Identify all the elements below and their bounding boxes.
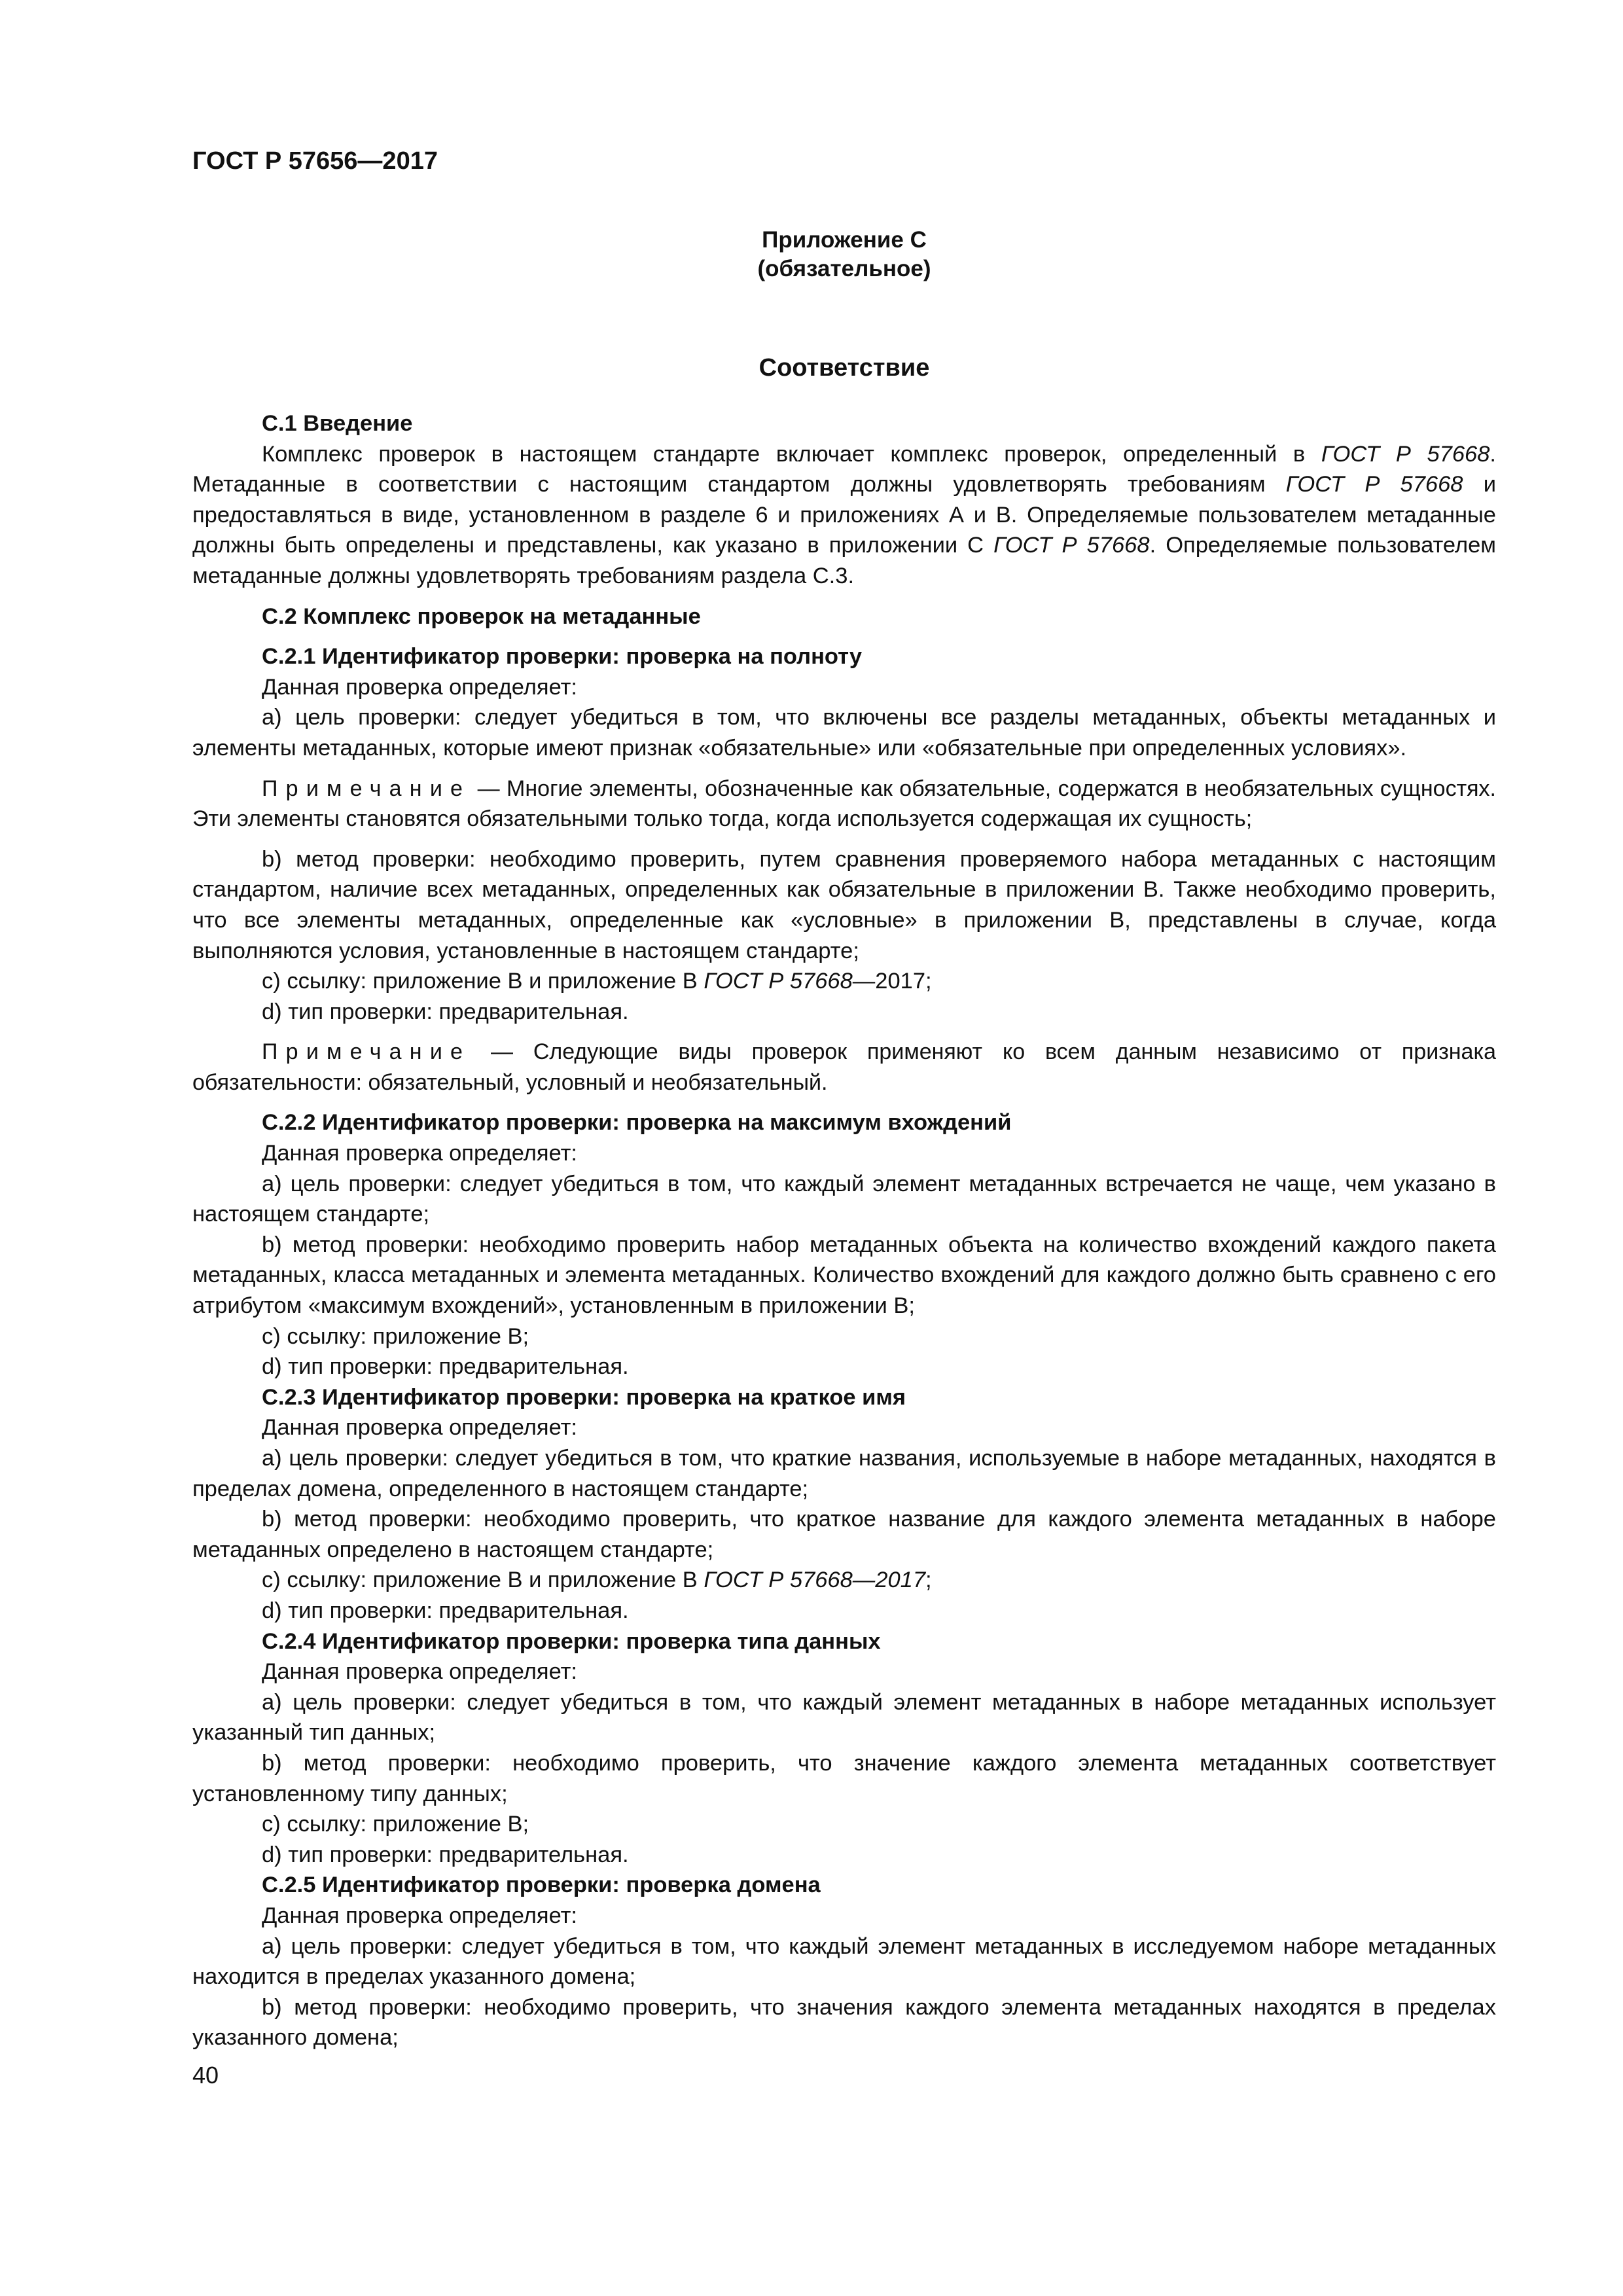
list-item-d: d) тип проверки: предварительная. [262, 1842, 629, 1867]
standard-reference: ГОСТ Р 57668—2017 [704, 1568, 926, 1593]
appendix-status: (обязательное) [757, 256, 931, 281]
paragraph-intro: Данная проверка определяет: [262, 1659, 578, 1685]
list-item-b: b) метод проверки: необходимо проверить, что значения каждого элемента метаданных находятся в пределах указанного домена; [192, 1994, 1496, 2051]
list-item-a: а) цель проверки: следует убедиться в том, что каждый элемент метаданных в наборе метаданных использует указанный тип данных; [192, 1689, 1496, 1746]
document-number-header: ГОСТ Р 57656—2017 [192, 147, 438, 175]
subsection-heading-c23: С.2.3 Идентификатор проверки: проверка на краткое имя [262, 1384, 906, 1410]
document-body [192, 408, 1496, 2053]
list-item-a: а) цель проверки: следует убедиться в том, что краткие названия, используемые в наборе метаданных, находятся в пределах домена, определенного в настоящем стандарте; [192, 1446, 1496, 1501]
paragraph-intro: Данная проверка определяет: [262, 1903, 578, 1928]
standard-reference: ГОСТ Р 57668 [704, 969, 853, 994]
note-label: Примечание [262, 1039, 471, 1065]
standard-reference: ГОСТ Р 57668 [993, 533, 1150, 558]
list-item-a: а) цель проверки: следует убедиться в том, что включены все разделы метаданных, объекты метаданных и элементы метаданных, которые имеют признак «обязательные» или «обязательные при определенных условиях». [192, 705, 1496, 761]
section-heading-c2: С.2 Комплекс проверок на метаданные [262, 603, 701, 629]
standard-reference: ГОСТ Р 57668 [1321, 441, 1490, 467]
list-item-a: а) цель проверки: следует убедиться в том, что каждый элемент метаданных в исследуемом наборе метаданных находится в пределах указанного домена; [192, 1933, 1496, 1990]
list-item-a: а) цель проверки: следует убедиться в том, что каждый элемент метаданных встречается не чаще, чем указано в настоящем стандарте; [192, 1171, 1496, 1227]
list-item-c: с) ссылку: приложение В; [262, 1323, 529, 1349]
list-item-c: с) ссылку: приложение В и приложение В ГОСТ Р 57668—2017; [262, 1568, 932, 1593]
note-1: Примечание — Многие элементы, обозначенные как обязательные, содержатся в необязательных сущностях. Эти элементы становятся обязательными только тогда, когда используется содержащая их сущность; [192, 776, 1496, 832]
subsection-heading-c22: С.2.2 Идентификатор проверки: проверка на максимум вхождений [262, 1110, 1012, 1136]
note-label: Примечание [262, 776, 471, 801]
list-item-d: d) тип проверки: предварительная. [262, 1354, 629, 1380]
subsection-heading-c24: С.2.4 Идентификатор проверки: проверка типа данных [262, 1628, 881, 1654]
note-2: Примечание — Следующие виды проверок применяют ко всем данным независимо от признака обязательности: обязательный, условный и необязательный. [192, 1039, 1496, 1095]
page-number: 40 [192, 2062, 219, 2089]
list-item-b: b) метод проверки: необходимо проверить набор метаданных объекта на количество вхождений каждого пакета метаданных, класса метаданных и элемента метаданных. Количество вхождений для каждого должно быть сравнено с его атрибутом «максимум вхождений», установленным в приложении В; [192, 1232, 1496, 1319]
list-item-b: b) метод проверки: необходимо проверить, что значение каждого элемента метаданных соответствует установленному типу данных; [192, 1750, 1496, 1806]
standard-reference: ГОСТ Р 57668 [1285, 472, 1463, 497]
list-item-b: b) метод проверки: необходимо проверить, что краткое название для каждого элемента метаданных в наборе метаданных определено в настоящем стандарте; [192, 1507, 1496, 1562]
list-item-d: d) тип проверки: предварительная. [262, 1598, 629, 1623]
section-heading-c1: С.1 Введение [262, 411, 413, 436]
paragraph-c1-intro: Комплекс проверок в настоящем стандарте включает комплекс проверок, определенный в ГОСТ Р 57668. Метаданные в соответствии с настоящим стандартом должны удовлетворять требованиям ГОСТ Р 57668 и предоставляться в виде, установленном в разделе 6 и приложениях А и В. Определяемые пользователем метаданные должны быть определены и представлены, как указано в приложении С ГОСТ Р 57668. Определяемые пользователем метаданные должны удовлетворять требованиям раздела С.3. [192, 441, 1497, 588]
appendix-label: Приложение С [762, 227, 927, 253]
subsection-heading-c25: С.2.5 Идентификатор проверки: проверка домена [262, 1873, 821, 1898]
subsection-heading-c21: С.2.1 Идентификатор проверки: проверка на полноту [262, 644, 863, 670]
list-item-d: d) тип проверки: предварительная. [262, 999, 629, 1024]
paragraph-intro: Данная проверка определяет: [262, 1415, 578, 1441]
list-item-b: b) метод проверки: необходимо проверить, путем сравнения проверяемого набора метаданных с настоящим стандартом, наличие всех метаданных, определенных как обязательные в приложении В. Также необходимо проверить, что все элементы метаданных, определенные как «условные» в приложении В, представлены в случае, когда выполняются условия, установленные в настоящем стандарте; [192, 846, 1496, 963]
list-item-c: с) ссылку: приложение В; [262, 1812, 529, 1837]
appendix-title: Соответствие [758, 354, 930, 382]
paragraph-intro: Данная проверка определяет: [262, 1141, 578, 1166]
paragraph-intro: Данная проверка определяет: [262, 674, 578, 700]
list-item-c: с) ссылку: приложение В и приложение В ГОСТ Р 57668—2017; [262, 969, 932, 994]
